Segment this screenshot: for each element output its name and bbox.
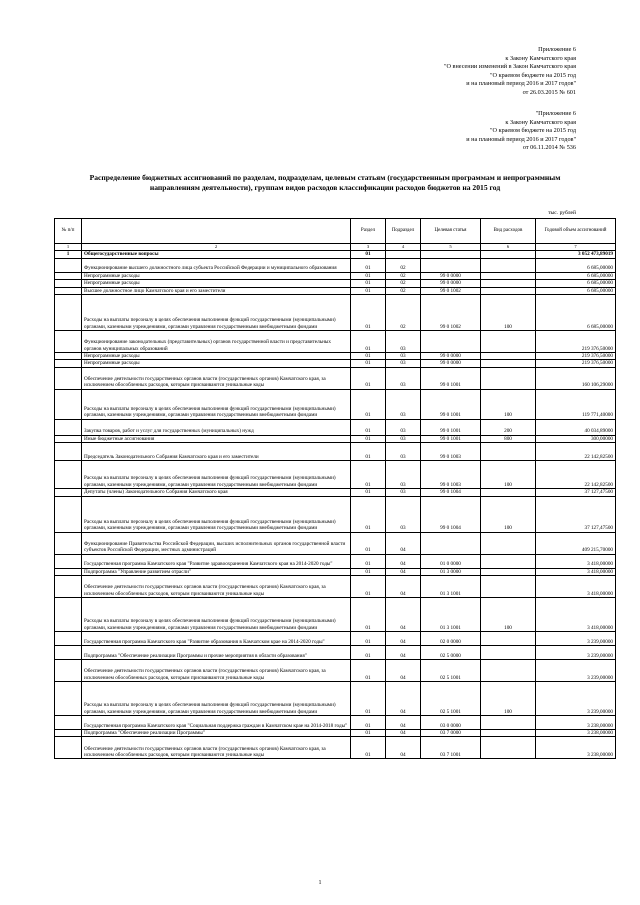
table-row (55, 576, 616, 598)
appendix-original-line: "Приложение 6 (535, 110, 576, 117)
row-num (55, 554, 82, 568)
row-num (55, 682, 82, 716)
table-row (55, 568, 616, 575)
row-name: Расходы на выплаты персоналу в целях обеспечения выполнения функций государственными (муниципальными) органами, казенными учреждениями, органами управления государственными внебюджетными фондами (82, 295, 351, 331)
row-amount: 219 376,50000 (536, 353, 616, 360)
row-num (55, 532, 82, 554)
header-name (82, 219, 351, 244)
row-podrazdel: 02 (386, 258, 421, 272)
row-podrazdel: 02 (386, 287, 421, 294)
row-target (421, 251, 481, 258)
row-num (55, 419, 82, 435)
row-expense-type: 200 (481, 419, 536, 435)
row-name: Государственная программа Камчатского края "Развитие образования в Камчатском крае на 2014-2020 годы" (82, 632, 351, 646)
table-row (55, 682, 616, 716)
row-num (55, 737, 82, 759)
row-num (55, 632, 82, 646)
row-podrazdel: 04 (386, 568, 421, 575)
row-num (55, 331, 82, 353)
row-name: Обеспечение деятельности государственных органов власти (государственных органов) Камчатского края, за исключением обособленных расходов, которым присваиваются уникальные коды (82, 737, 351, 759)
row-name: Государственная программа Камчатского края "Социальная поддержка граждан в Камчатском крае на 2014-2018 годы" (82, 716, 351, 730)
row-expense-type (481, 443, 536, 461)
table-row (55, 646, 616, 660)
table-row (55, 730, 616, 737)
row-name: Обеспечение деятельности государственных органов власти (государственных органов) Камчатского края, за исключением обособленных расходов, которым присваиваются уникальные коды (82, 576, 351, 598)
table-row (55, 532, 616, 554)
colnum-1: 1 (55, 244, 82, 251)
row-num (55, 367, 82, 389)
row-podrazdel: 04 (386, 532, 421, 554)
row-num (55, 280, 82, 287)
units-label: тыс. рублей (548, 210, 576, 216)
row-amount: 3 052 473,89019 (536, 251, 616, 258)
row-podrazdel: 03 (386, 435, 421, 442)
row-target: 99 0 0000 (421, 360, 481, 367)
row-target (421, 258, 481, 272)
row-razdel: 01 (351, 258, 386, 272)
row-target: 99 0 1001 (421, 367, 481, 389)
row-amount: 22 142,82500 (536, 443, 616, 461)
row-num (55, 496, 82, 532)
row-amount: 6 685,00000 (536, 287, 616, 294)
row-razdel: 01 (351, 576, 386, 598)
row-expense-type (481, 716, 536, 730)
row-name: Непрограммные расходы (82, 280, 351, 287)
row-amount: 3 238,00000 (536, 716, 616, 730)
row-name: Иные бюджетные ассигнования (82, 435, 351, 442)
row-name: Расходы на выплаты персоналу в целях обеспечения выполнения функций государственными (муниципальными) органами, казенными учреждениями, органами управления государственными внебюджетными фондами (82, 389, 351, 419)
row-target: 02 5 0000 (421, 646, 481, 660)
table-row (55, 367, 616, 389)
row-razdel: 01 (351, 737, 386, 759)
row-razdel: 01 (351, 660, 386, 682)
row-expense-type (481, 287, 536, 294)
row-name: Непрограммные расходы (82, 360, 351, 367)
row-name: Подпрограмма "Обеспечение реализации Программы и прочие мероприятия в области образования" (82, 646, 351, 660)
row-expense-type (481, 331, 536, 353)
row-num (55, 730, 82, 737)
row-podrazdel: 04 (386, 730, 421, 737)
appendix-original-line: от 06.11.2014 № 536 (522, 144, 576, 152)
row-target: 01 0 0000 (421, 554, 481, 568)
appendix-current-line: "О внесении изменений в Закон Камчатского края (444, 63, 576, 71)
row-podrazdel: 04 (386, 646, 421, 660)
row-target: 99 0 1001 (421, 419, 481, 435)
row-razdel: 01 (351, 532, 386, 554)
header-amount: Годовой объем ассигнований (536, 219, 616, 244)
row-podrazdel: 04 (386, 737, 421, 759)
row-razdel: 01 (351, 554, 386, 568)
row-target (421, 532, 481, 554)
row-expense-type (481, 360, 536, 367)
row-amount: 6 685,00000 (536, 258, 616, 272)
appendix-current-line: и на плановый период 2016 и 2017 годов" (466, 80, 576, 88)
row-expense-type (481, 367, 536, 389)
row-amount: 160 106,29000 (536, 367, 616, 389)
row-name: Подпрограмма "Обеспечение реализации Программы" (82, 730, 351, 737)
row-razdel: 01 (351, 496, 386, 532)
table-header-row (55, 219, 616, 244)
row-name: Функционирование высшего должностного лица субъекта Российской Федерации и муниципального образования (82, 258, 351, 272)
row-amount: 6 685,00000 (536, 272, 616, 279)
row-amount: 219 376,50000 (536, 331, 616, 353)
page-number: 1 (318, 880, 322, 886)
colnum-5: 5 (421, 244, 481, 251)
row-expense-type (481, 646, 536, 660)
row-podrazdel: 02 (386, 280, 421, 287)
row-expense-type (481, 532, 536, 554)
row-expense-type (481, 632, 536, 646)
appendix-original-line: к Закону Камчатского края (505, 118, 576, 126)
appendix-current-line: "О краевом бюджете на 2015 год (490, 71, 576, 79)
row-podrazdel: 04 (386, 598, 421, 632)
row-target: 99 0 1001 (421, 435, 481, 442)
row-target: 01 3 1001 (421, 598, 481, 632)
appendix-current-line: от 26.03.2015 № 601 (522, 88, 576, 96)
row-num (55, 576, 82, 598)
row-num (55, 716, 82, 730)
row-amount: 119 771,40000 (536, 389, 616, 419)
row-expense-type (481, 353, 536, 360)
row-amount: 409 215,70000 (536, 532, 616, 554)
row-podrazdel: 03 (386, 389, 421, 419)
row-amount: 300,00000 (536, 435, 616, 442)
row-podrazdel: 02 (386, 272, 421, 279)
row-name: Расходы на выплаты персоналу в целях обеспечения выполнения функций государственными (муниципальными) органами, казенными учреждениями, органами управления государственными внебюджетными фондами (82, 682, 351, 716)
row-podrazdel: 04 (386, 682, 421, 716)
row-target: 99 0 1003 (421, 443, 481, 461)
row-podrazdel: 03 (386, 419, 421, 435)
colnum-2: 2 (82, 244, 351, 251)
table-row (55, 389, 616, 419)
colnum-4: 4 (386, 244, 421, 251)
row-razdel: 01 (351, 682, 386, 716)
row-razdel: 01 (351, 295, 386, 331)
table-row (55, 598, 616, 632)
table-row (55, 496, 616, 532)
row-num (55, 258, 82, 272)
row-num (55, 461, 82, 489)
row-target: 02 0 0000 (421, 632, 481, 646)
row-podrazdel: 03 (386, 353, 421, 360)
row-razdel: 01 (351, 331, 386, 353)
table-row (55, 443, 616, 461)
row-razdel: 01 (351, 389, 386, 419)
table-row (55, 360, 616, 367)
row-amount: 219 376,50000 (536, 360, 616, 367)
row-name: Общегосударственные вопросы (82, 251, 351, 258)
row-num (55, 568, 82, 575)
row-podrazdel: 04 (386, 576, 421, 598)
row-razdel: 01 (351, 568, 386, 575)
colnum-3: 3 (351, 244, 386, 251)
row-target: 99 0 1001 (421, 389, 481, 419)
row-num: 1 (55, 251, 82, 258)
appendix-current-line: Приложение 6 (538, 46, 576, 53)
row-target: 99 0 1004 (421, 489, 481, 496)
row-podrazdel: 03 (386, 489, 421, 496)
row-amount: 6 685,00000 (536, 280, 616, 287)
row-podrazdel: 03 (386, 367, 421, 389)
row-expense-type (481, 568, 536, 575)
row-target: 99 0 1002 (421, 295, 481, 331)
row-podrazdel: 02 (386, 295, 421, 331)
table-row (55, 272, 616, 279)
row-num (55, 360, 82, 367)
row-name: Расходы на выплаты персоналу в целях обеспечения выполнения функций государственными (муниципальными) органами, казенными учреждениями, органами управления государственными внебюджетными фондами (82, 496, 351, 532)
row-razdel: 01 (351, 716, 386, 730)
row-razdel: 01 (351, 435, 386, 442)
appendix-header-current (444, 46, 576, 98)
row-razdel: 01 (351, 646, 386, 660)
colnum-6: 6 (481, 244, 536, 251)
table-row (55, 554, 616, 568)
row-target (421, 331, 481, 353)
row-expense-type: 100 (481, 389, 536, 419)
row-num (55, 443, 82, 461)
row-amount: 3 239,00000 (536, 660, 616, 682)
row-amount: 3 239,00000 (536, 632, 616, 646)
row-target: 99 0 0000 (421, 280, 481, 287)
row-target: 99 0 1003 (421, 461, 481, 489)
row-num (55, 389, 82, 419)
row-amount: 22 142,82500 (536, 461, 616, 489)
row-amount: 3 238,00000 (536, 737, 616, 759)
row-name: Расходы на выплаты персоналу в целях обеспечения выполнения функций государственными (муниципальными) органами, казенными учреждениями, органами управления государственными внебюджетными фондами (82, 598, 351, 632)
row-expense-type (481, 660, 536, 682)
row-name: Высшее должностное лицо Камчатского края и его заместители (82, 287, 351, 294)
row-razdel: 01 (351, 353, 386, 360)
row-name: Депутаты (члены) Законодательного Собрания Камчатского края (82, 489, 351, 496)
row-amount: 3 418,00000 (536, 598, 616, 632)
row-target: 99 0 1002 (421, 287, 481, 294)
row-podrazdel: 03 (386, 443, 421, 461)
row-podrazdel: 03 (386, 496, 421, 532)
row-target: 01 3 0000 (421, 568, 481, 575)
row-expense-type: 100 (481, 461, 536, 489)
row-expense-type (481, 737, 536, 759)
row-expense-type (481, 489, 536, 496)
row-target: 99 0 1004 (421, 496, 481, 532)
row-podrazdel: 04 (386, 632, 421, 646)
table-row (55, 331, 616, 353)
row-razdel: 01 (351, 251, 386, 258)
header-expense-type: Вид расходов (481, 219, 536, 244)
row-podrazdel: 04 (386, 660, 421, 682)
table-row (55, 489, 616, 496)
table-row (55, 737, 616, 759)
row-name: Функционирование Правительства Российской Федерации, высших исполнительных органов государственной власти субъектов Российской Федерации, местных администраций (82, 532, 351, 554)
document-title: Распределение бюджетных ассигнований по разделам, подразделам, целевым статьям (государственным программам и непрограммным направлениям деятельности), группам видов расходов классификации расходов бюджетов на 2015 год (89, 173, 561, 192)
row-num (55, 435, 82, 442)
row-expense-type (481, 280, 536, 287)
row-amount: 3 418,00000 (536, 554, 616, 568)
row-expense-type (481, 554, 536, 568)
row-expense-type: 100 (481, 682, 536, 716)
row-expense-type (481, 258, 536, 272)
table-row (55, 251, 616, 258)
row-amount: 3 418,00000 (536, 576, 616, 598)
appendix-header-original (466, 110, 576, 153)
row-podrazdel (386, 251, 421, 258)
row-name: Обеспечение деятельности государственных органов власти (государственных органов) Камчатского края, за исключением обособленных расходов, которым присваиваются уникальные коды (82, 660, 351, 682)
row-num (55, 287, 82, 294)
row-razdel: 01 (351, 419, 386, 435)
table-row (55, 353, 616, 360)
row-num (55, 660, 82, 682)
row-num (55, 295, 82, 331)
row-amount: 37 127,47500 (536, 489, 616, 496)
row-amount: 3 239,00000 (536, 682, 616, 716)
row-razdel: 01 (351, 360, 386, 367)
row-razdel: 01 (351, 730, 386, 737)
row-razdel: 01 (351, 272, 386, 279)
appendix-original-line: "О краевом бюджете на 2015 год (490, 127, 576, 135)
row-num (55, 489, 82, 496)
row-target: 03 7 0000 (421, 730, 481, 737)
row-num (55, 353, 82, 360)
row-num (55, 598, 82, 632)
table-row (55, 435, 616, 442)
row-name: Подпрограмма "Управление развитием отрасли" (82, 568, 351, 575)
row-amount: 37 127,47500 (536, 496, 616, 532)
row-razdel: 01 (351, 287, 386, 294)
table-row (55, 461, 616, 489)
row-target: 01 3 1001 (421, 576, 481, 598)
row-razdel: 01 (351, 443, 386, 461)
row-podrazdel: 03 (386, 461, 421, 489)
row-razdel: 01 (351, 598, 386, 632)
table-body (55, 251, 616, 759)
row-razdel: 01 (351, 280, 386, 287)
header-num: № п/п (55, 219, 82, 244)
table-row (55, 295, 616, 331)
row-name: Непрограммные расходы (82, 272, 351, 279)
row-name: Обеспечение деятельности государственных органов власти (государственных органов) Камчатского края, за исключением обособленных расходов, которым присваиваются уникальные коды (82, 367, 351, 389)
table-row (55, 660, 616, 682)
row-razdel: 01 (351, 632, 386, 646)
row-target: 03 7 1001 (421, 737, 481, 759)
row-amount: 3 418,00000 (536, 568, 616, 575)
row-razdel: 01 (351, 461, 386, 489)
row-razdel: 01 (351, 367, 386, 389)
row-name: Председатель Законодательного Собрания Камчатского края и его заместители (82, 443, 351, 461)
row-target: 99 0 0000 (421, 353, 481, 360)
row-name: Функционирование законодательных (представительных) органов государственной власти и представительных органов муниципальных образований (82, 331, 351, 353)
row-expense-type: 100 (481, 496, 536, 532)
budget-table (54, 218, 616, 759)
table-row (55, 287, 616, 294)
appendix-original-line: и на плановый период 2016 и 2017 годов" (466, 135, 576, 143)
table-row (55, 632, 616, 646)
row-expense-type (481, 272, 536, 279)
row-name: Расходы на выплаты персоналу в целях обеспечения выполнения функций государственными (муниципальными) органами, казенными учреждениями, органами управления государственными внебюджетными фондами (82, 461, 351, 489)
row-target: 99 0 0000 (421, 272, 481, 279)
row-target: 02 5 1001 (421, 682, 481, 716)
row-razdel: 01 (351, 489, 386, 496)
row-num (55, 272, 82, 279)
row-podrazdel: 04 (386, 716, 421, 730)
row-name: Закупка товаров, работ и услуг для государственных (муниципальных) нужд (82, 419, 351, 435)
row-num (55, 646, 82, 660)
row-expense-type: 100 (481, 598, 536, 632)
row-expense-type (481, 576, 536, 598)
row-expense-type: 100 (481, 295, 536, 331)
table-row (55, 419, 616, 435)
table-row (55, 258, 616, 272)
row-amount: 6 685,00000 (536, 295, 616, 331)
row-expense-type (481, 251, 536, 258)
table-row (55, 716, 616, 730)
row-target: 03 0 0000 (421, 716, 481, 730)
appendix-current-line: к Закону Камчатского края (505, 54, 576, 62)
row-amount: 3 239,00000 (536, 646, 616, 660)
header-target: Целевая статья (421, 219, 481, 244)
header-podrazdel: Подраздел (386, 219, 421, 244)
column-number-row (55, 244, 616, 251)
row-amount: 40 034,89000 (536, 419, 616, 435)
colnum-7: 7 (536, 244, 616, 251)
row-podrazdel: 03 (386, 331, 421, 353)
table-row (55, 280, 616, 287)
row-expense-type (481, 730, 536, 737)
row-amount: 3 238,00000 (536, 730, 616, 737)
row-target: 02 5 1001 (421, 660, 481, 682)
row-name: Непрограммные расходы (82, 353, 351, 360)
row-name: Государственная программа Камчатского края "Развитие здравоохранения Камчатского края на 2014-2020 годы" (82, 554, 351, 568)
row-podrazdel: 04 (386, 554, 421, 568)
row-podrazdel: 03 (386, 360, 421, 367)
row-expense-type: 800 (481, 435, 536, 442)
header-razdel: Раздел (351, 219, 386, 244)
